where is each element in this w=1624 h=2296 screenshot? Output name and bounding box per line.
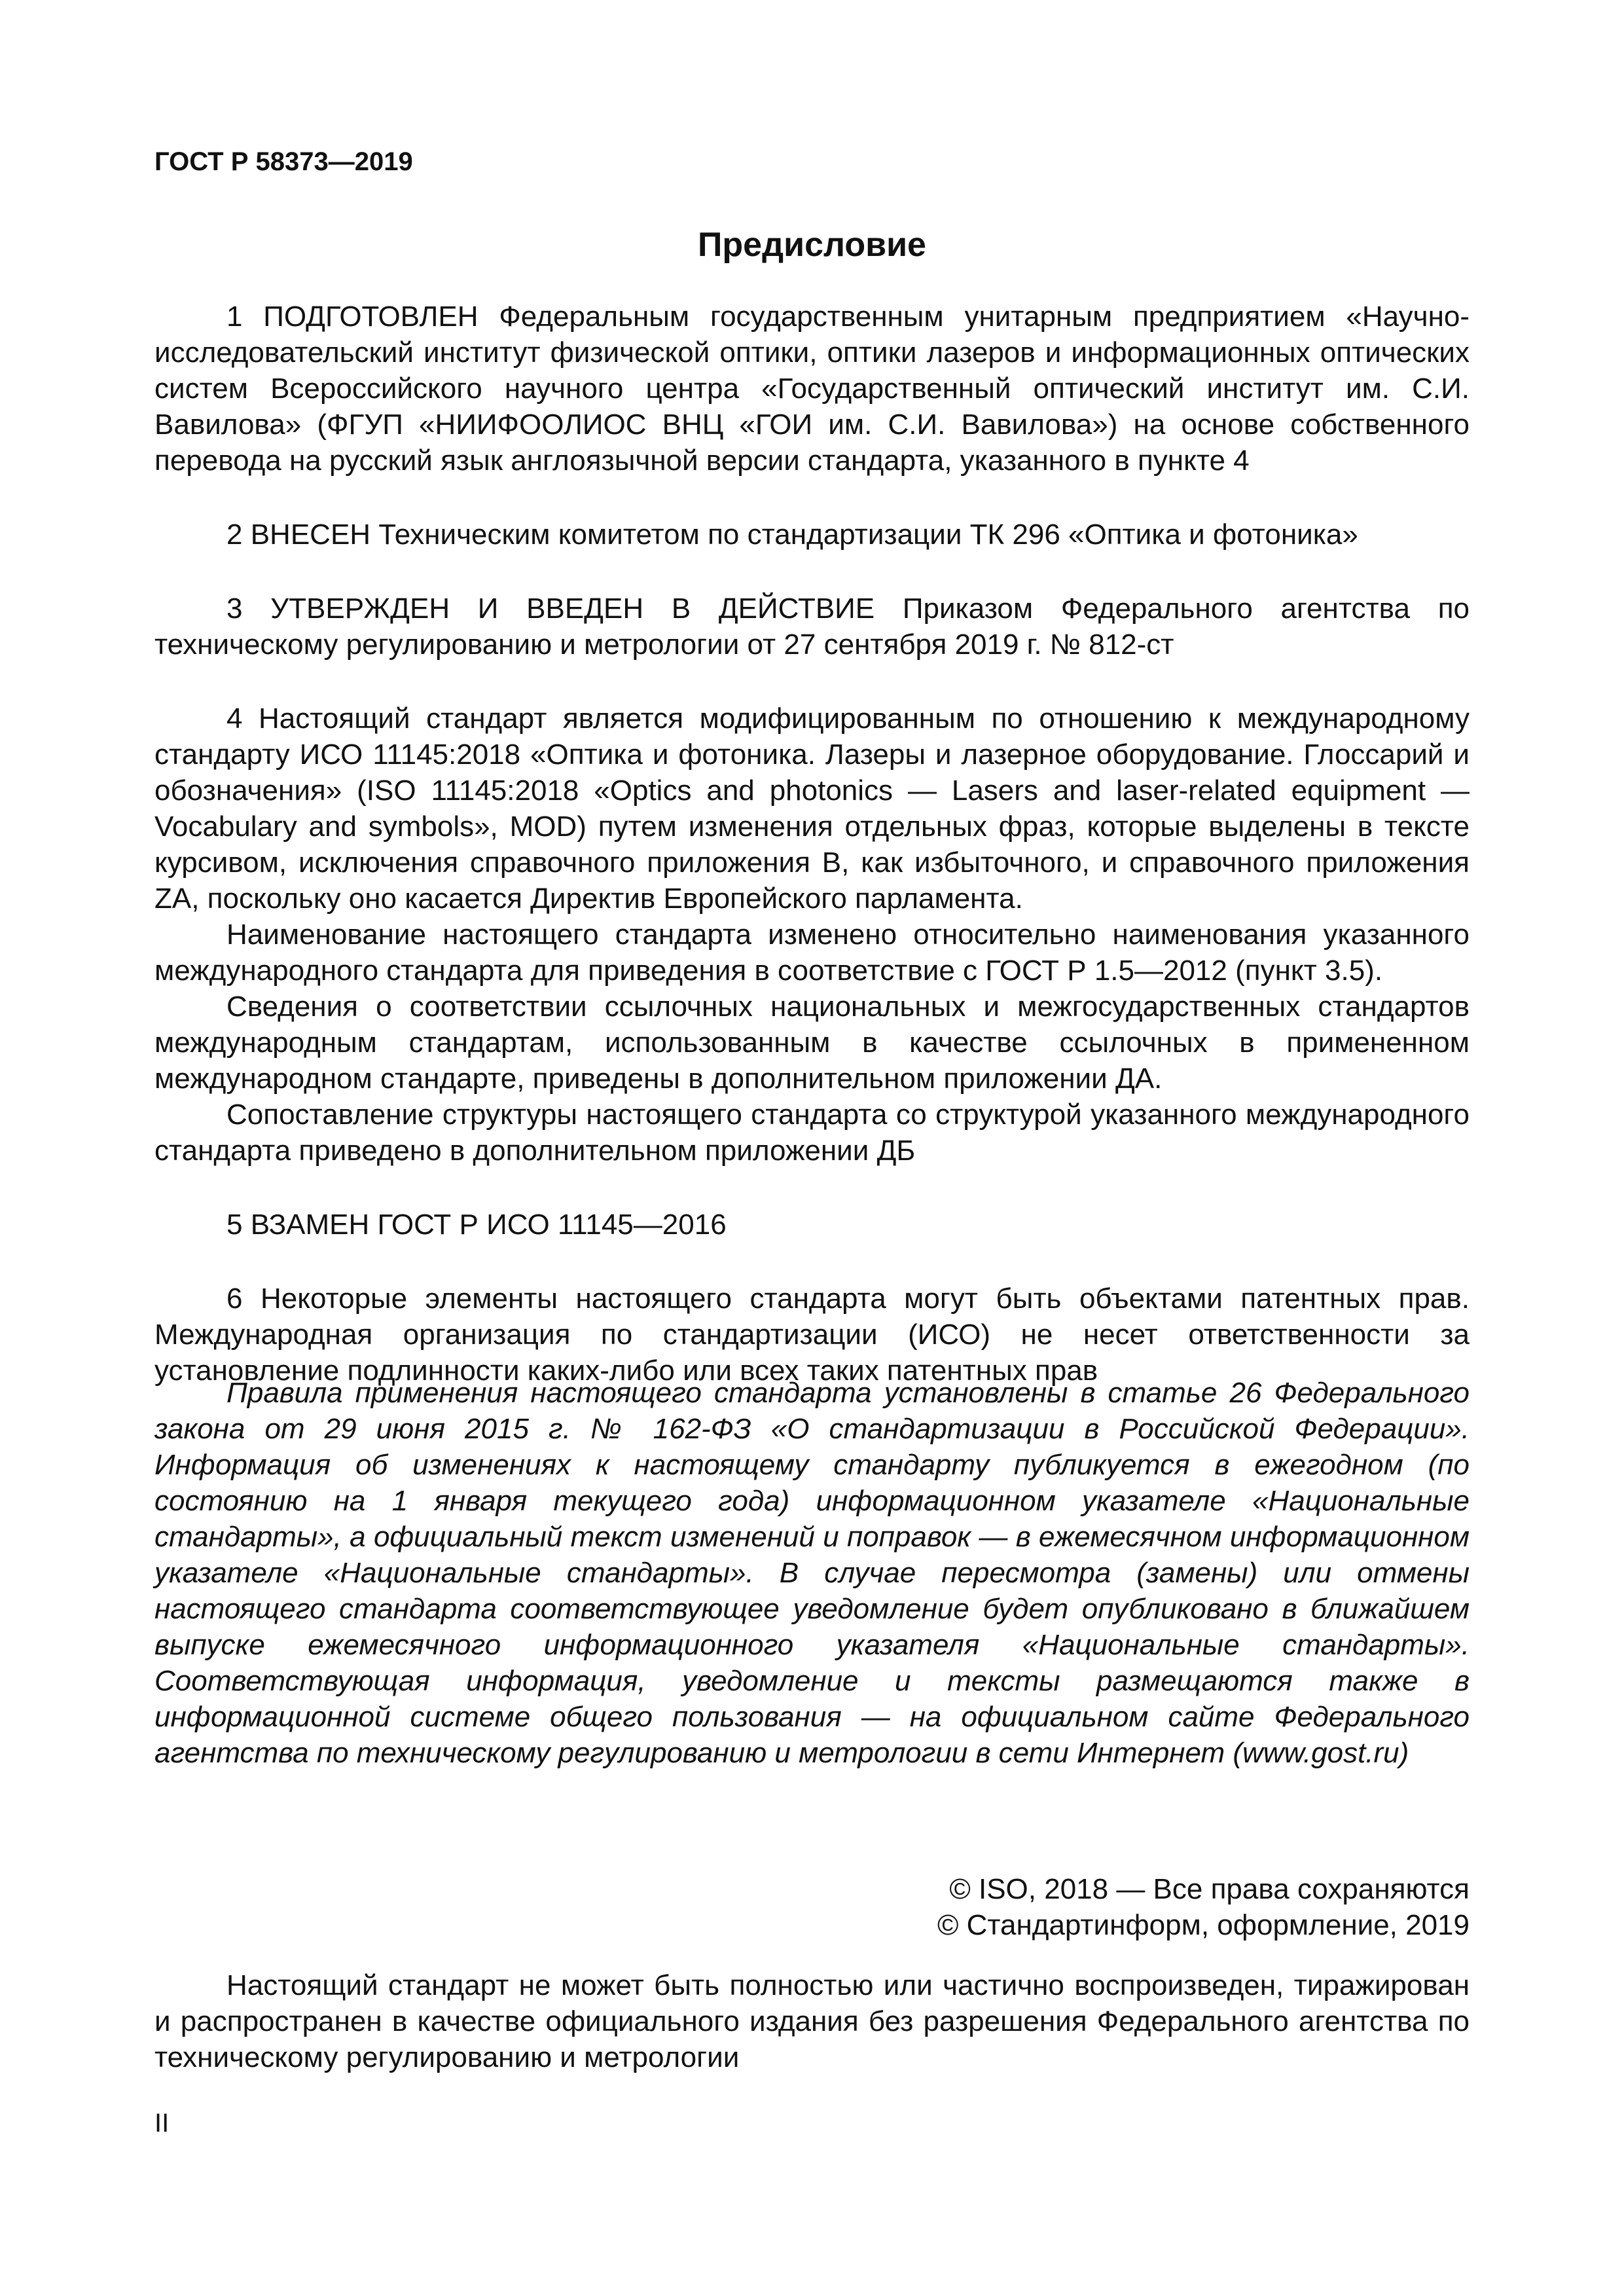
paragraph-reference-standards: Сведения о соответствии ссылочных национальных и межгосударственных стандартов международным стандартам, использованным в качестве ссылочных в примененном международном стандарте, приведены в дополнительном приложении ДА. — [154, 991, 1470, 1095]
foreword-body — [154, 299, 1470, 1389]
paragraph-approved: 3 УТВЕРЖДЕН И ВВЕДЕН В ДЕЙСТВИЕ Приказом Федерального агентства по техническому регулированию и метрологии от 27 сентября 2019 г. № 812-ст — [154, 592, 1470, 661]
document-number: ГОСТ Р 58373—2019 — [154, 147, 413, 176]
paragraph-name-change: Наименование настоящего стандарта изменено относительно наименования указанного международного стандарта для приведения в соответствие с ГОСТ Р 1.5—2012 (пункт 3.5). — [154, 919, 1470, 987]
paragraph-modification: 4 Настоящий стандарт является модифицированным по отношению к международному стандарту ИСО 11145:2018 «Оптика и фотоника. Лазеры и лазерное оборудование. Глоссарий и обозначения» (ISO 11145:2018 «Optics and photonics — Lasers and laser-related equipment — Vocabulary and symbols», MOD) путем изменения отдельных фраз, которые выделены в тексте курсивом, исключения справочного приложения В, как избыточного, и справочного приложения ZA, поскольку оно касается Директив Европейского парламента. — [154, 702, 1470, 915]
page-title: Предисловие — [698, 226, 926, 264]
paragraph-patent-rights: 6 Некоторые элементы настоящего стандарта могут быть объектами патентных прав. Международная организация по стандартизации (ИСО) не несет ответственности за установление подлинности каких-либо или всех таких патентных прав — [154, 1283, 1470, 1387]
copyright-iso: © ISO, 2018 — Все права сохраняются — [949, 1873, 1470, 1905]
copyright-block — [937, 1871, 1470, 1943]
notice-text: Правила применения настоящего стандарта установлены в статье 26 Федерального закона от 29 июня 2015 г. № 162-ФЗ «О стандартизации в Российской Федерации». Информация об изменениях к настоящему стандарту публикуется в ежегодном (по состоянию на 1 января текущего года) информационном указателе «Национальные стандарты», а официальный текст изменений и поправок — в ежемесячном информационном указателе «Национальные стандарты». В случае пересмотра (замены) или отмены настоящего стандарта соответствующее уведомление будет опубликовано в ближайшем выпуске ежемесячного информационного указателя «Национальные стандарты». Соответствующая информация, уведомление и тексты размещаются также в информационной системе общего пользования — на официальном сайте Федерального агентства по техническому регулированию и метрологии в сети Интернет (www.gost.ru) — [154, 1377, 1470, 1769]
reproduction-notice — [154, 1967, 1470, 2075]
page-number: II — [154, 2109, 170, 2138]
application-rules-notice — [154, 1375, 1470, 1771]
paragraph-replaces: 5 ВЗАМЕН ГОСТ Р ИСО 11145—2016 — [226, 1209, 727, 1241]
paragraph-submitted-by: 2 ВНЕСЕН Техническим комитетом по стандартизации ТК 296 «Оптика и фотоника» — [226, 519, 1358, 551]
paragraph-prepared-by: 1 ПОДГОТОВЛЕН Федеральным государственным унитарным предприятием «Научно-исследовательский институт физической оптики, оптики лазеров и информационных оптических систем Всероссийского научного центра «Государственный оптический институт им. С.И. Вавилова» (ФГУП «НИИФООЛИОС ВНЦ «ГОИ им. С.И. Вавилова») на основе собственного перевода на русский язык англоязычной версии стандарта, указанного в пункте 4 — [154, 301, 1470, 477]
reproduction-text: Настоящий стандарт не может быть полностью или частично воспроизведен, тиражирован и распространен в качестве официального издания без разрешения Федерального агентства по техническому регулированию и метрологии — [154, 1969, 1470, 2073]
copyright-standartinform: © Стандартинформ, оформление, 2019 — [937, 1909, 1470, 1941]
paragraph-structure-comparison: Сопоставление структуры настоящего стандарта со структурой указанного международного стандарта приведено в дополнительном приложении ДБ — [154, 1099, 1470, 1167]
